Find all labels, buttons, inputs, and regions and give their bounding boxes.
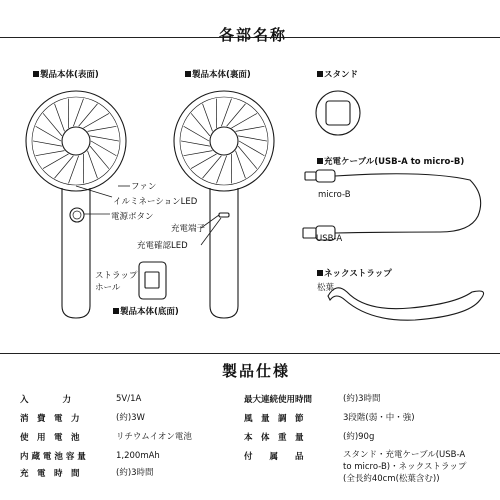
fan-blade — [90, 136, 119, 141]
spec-value-charge-time: (約)3時間 — [116, 468, 154, 478]
fan-blade — [54, 156, 73, 178]
fan-blade — [235, 126, 264, 131]
power-button-callout: 電源ボタン — [111, 212, 154, 222]
fan-blade — [91, 141, 116, 156]
stand-illustration — [316, 91, 360, 135]
spec-key-max-use: 最大連続使用時間 — [244, 395, 313, 405]
fan-blade — [36, 151, 65, 156]
fan-blade — [87, 126, 116, 131]
bottom-view-illustration — [139, 262, 166, 299]
spec-key-airflow: 風 量 調 節 — [244, 414, 304, 424]
fan-blade — [87, 151, 97, 179]
strap-illustration — [328, 288, 484, 320]
spec-value-airflow: 3段階(弱・中・強) — [343, 413, 415, 423]
spec-value-battery: リチウムイオン電池 — [116, 432, 192, 442]
fan-blade — [235, 151, 245, 179]
front-view-label-text: 製品本体(表面) — [40, 70, 99, 80]
bottom-view-label-text: 製品本体(底面) — [120, 307, 179, 317]
spec-key-capacity: 内 蔵 電 池 容 量 — [20, 452, 86, 462]
fan-blade — [181, 141, 210, 146]
usb-a-label: USB-A — [316, 234, 343, 244]
cable-illustration — [303, 170, 481, 240]
spec-value-input: 5V/1A — [116, 394, 142, 404]
stand-label-text: スタンド — [324, 70, 359, 80]
fan-blade — [36, 126, 61, 141]
spec-key-weight: 本 体 重 量 — [244, 433, 304, 443]
strap-label — [317, 267, 392, 279]
fan-blade — [79, 104, 98, 126]
spec-key-input: 入 力 — [20, 395, 72, 405]
strap-material-label: 松葉 — [317, 283, 335, 293]
cable-label — [317, 155, 464, 167]
spec-value-accessories: スタンド・充電ケーブル(USB-A to micro-B)・ネックストラップ (全長約40cm(松葉含む)) — [343, 450, 467, 484]
micro-b-label: micro-B — [318, 190, 351, 200]
strap-hole-callout: ストラップ ホール — [95, 271, 138, 293]
spec-key-battery: 使 用 電 池 — [20, 433, 80, 443]
fan-blade — [55, 104, 65, 132]
spec-value-max-use: (約)3時間 — [343, 394, 381, 404]
fan-blades-front — [33, 99, 119, 184]
spec-key-charge-time: 充 電 時 間 — [20, 469, 80, 479]
spec-value-power: (約)3W — [116, 413, 145, 423]
fan-blade — [184, 126, 209, 141]
page-title: 各部名称 — [219, 26, 288, 44]
fan-blades-back — [181, 99, 267, 184]
back-view-label-text: 製品本体(裏面) — [192, 70, 251, 80]
spec-key-power: 消 費 電 力 — [20, 414, 80, 424]
fan-blade — [203, 104, 213, 132]
fan-callout: ファン — [131, 182, 157, 192]
stand-label — [317, 68, 358, 80]
specs-title: 製品仕様 — [222, 362, 291, 380]
spec-value-capacity: 1,200mAh — [116, 451, 160, 461]
charge-led-callout: 充電確認LED — [137, 241, 188, 251]
fan-blade — [33, 141, 62, 146]
illumination-led-callout: イルミネーションLED — [113, 197, 198, 207]
cable-label-text: 充電ケーブル(USB-A to micro-B) — [324, 157, 465, 167]
fan-blade — [202, 156, 221, 178]
bottom-view-label — [113, 305, 179, 317]
spec-value-weight: (約)90g — [343, 432, 375, 442]
fan-blade — [238, 136, 267, 141]
back-view-label — [185, 68, 251, 80]
fan-blade — [239, 141, 264, 156]
fan-blade — [227, 104, 246, 126]
strap-label-text: ネックストラップ — [324, 269, 392, 279]
charge-port-callout: 充電端子 — [171, 224, 206, 234]
specs-rule — [0, 353, 500, 354]
spec-key-accessories: 付 属 品 — [244, 452, 304, 462]
front-view-label — [33, 68, 99, 80]
power-button-illustration — [70, 208, 84, 222]
fan-blade — [184, 151, 213, 156]
